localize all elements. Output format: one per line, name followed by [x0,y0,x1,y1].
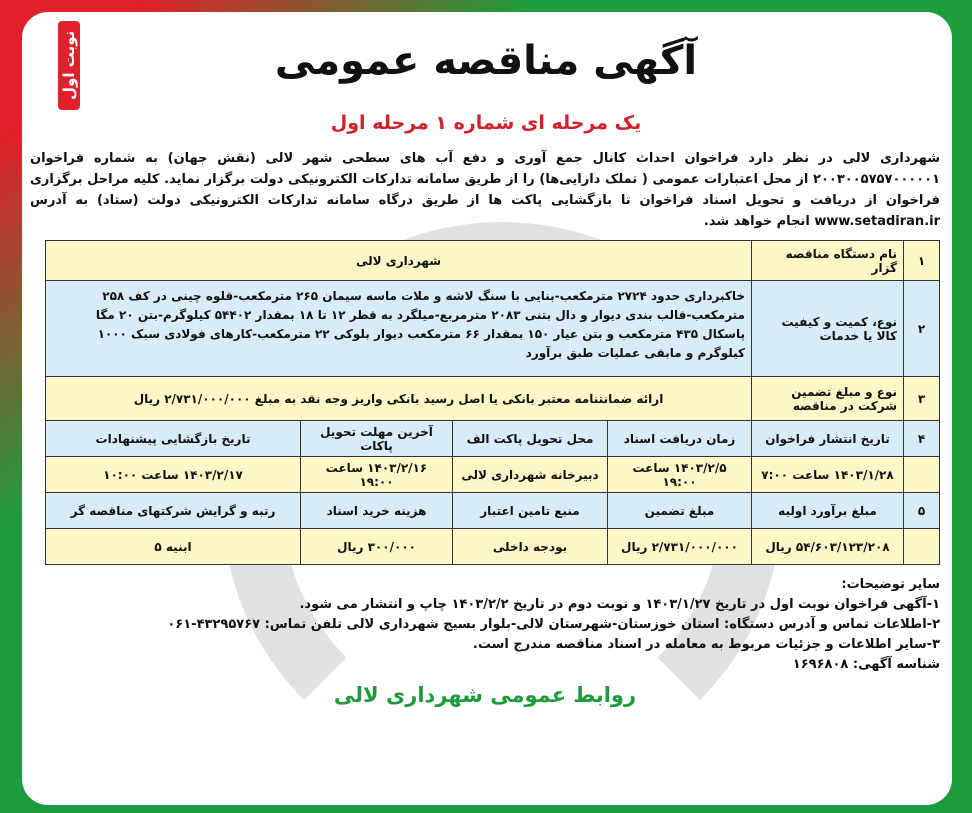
row-value: شهرداری لالی [46,241,752,281]
row-label: نام دستگاه مناقصه گزار [752,241,904,281]
notes-section [30,575,940,675]
value-cell: ۱۴۰۳/۲/۵ ساعت ۱۹:۰۰ [608,457,752,493]
table-row [46,493,940,529]
header-cell: تاریخ بازگشایی پیشنهادات [46,421,301,457]
header-cell: مبلغ برآورد اولیه [752,493,904,529]
table-row [46,529,940,565]
notes-heading: سایر توضیحات: [841,577,940,592]
ad-title: آگهی مناقصه عمومی [274,38,698,84]
table-row [46,241,940,281]
note-item: ۲-اطلاعات تماس و آدرس دستگاه: استان خوزستان-شهرستان لالی-بلوار بسیج شهرداری لالی تلفن تماس: ۴۳۲۹۵۷۶۷-۰۶۱ [167,617,940,632]
row-value: ارائه ضمانتنامه معتبر بانکی یا اصل رسید بانکی واریز وجه نقد به مبلغ ۲/۷۳۱/۰۰۰/۰۰۰ ریال [46,377,752,421]
value-cell: ۱۴۰۳/۲/۱۷ ساعت ۱۰:۰۰ [46,457,301,493]
ad-subtitle: یک مرحله ای شماره ۱ مرحله اول [330,112,642,134]
value-cell: ۲/۷۳۱/۰۰۰/۰۰۰ ریال [608,529,752,565]
empty-cell [904,457,940,493]
table-row [46,377,940,421]
value-cell: ۱۴۰۳/۱/۲۸ ساعت ۷:۰۰ [752,457,904,493]
row-label: نوع، کمیت و کیفیت کالا یا خدمات [752,281,904,377]
value-cell: بودجه داخلی [453,529,608,565]
header-cell: تاریخ انتشار فراخوان [752,421,904,457]
intro-paragraph: شهرداری لالی در نظر دارد فراخوان احداث کانال جمع آوری و دفع آب های سطحی شهر لالی (نقش جهان) به شماره فراخوان ۲۰۰۳۰۰۵۷۵۷۰۰۰۰۰۱ از محل اعتبارات عمومی ( تملک دارایی‌ها) را از طریق سامانه تدارکات الکترونیکی دولت برگزار نماید. کلیه مراحل برگزاری فراخوان از دریافت و تحویل اسناد فراخوان تا بازگشایی پاکت ها از طریق درگاه سامانه تدارکات الکترونیکی دولت (ستاد) به آدرس www.setadiran.ir انجام خواهد شد. [30,151,940,229]
ad-id: شناسه آگهی: ۱۶۹۶۸۰۸ [792,657,940,672]
header-cell: منبع تامین اعتبار [453,493,608,529]
note-item: ۳-سایر اطلاعات و جزئیات مربوط به معامله در اسناد مناقصه مندرج است. [472,637,940,652]
header-cell: رتبه و گرایش شرکتهای مناقصه گر [46,493,301,529]
row-number: ۵ [904,493,940,529]
row-number: ۲ [904,281,940,377]
value-cell: ۱۴۰۳/۲/۱۶ ساعت ۱۹:۰۰ [301,457,453,493]
signature: روابط عمومی شهرداری لالی [333,683,637,707]
table-row [46,421,940,457]
publication-round-badge: نوبت اول [58,21,80,110]
row-value: خاکبرداری حدود ۲۷۲۴ مترمکعب-بنایی با سنگ لاشه و ملات ماسه سیمان ۲۶۵ مترمکعب-قلوه چینی در کف ۲۵۸ مترمکعب-قالب بندی دیوار و دال بتنی ۲۰۸۳ مترمربع-میلگرد به قطر ۱۲ تا ۱۸ بمقدار ۵۴۴۰۲ کیلوگرم-بتن ۲۰ مگا پاسکال ۴۳۵ مترمکعب و بتن عیار ۱۵۰ بمقدار ۶۶ مترمکعب دیوار بلوکی ۲۲ مترمکعب-کارهای فولادی سبک ۱۰۰۰ کیلوگرم و مابقی عملیات طبق برآورد [46,281,752,377]
value-cell: ۳۰۰/۰۰۰ ریال [301,529,453,565]
table-row [46,457,940,493]
row-number: ۱ [904,241,940,281]
row-number: ۴ [904,421,940,457]
header-cell: هزینه خرید اسناد [301,493,453,529]
tender-table [45,240,940,565]
header-cell: محل تحویل پاکت الف [453,421,608,457]
note-item: ۱-آگهی فراخوان نوبت اول در تاریخ ۱۴۰۳/۱/۲۷ و نوبت دوم در تاریخ ۱۴۰۳/۲/۲ چاپ و انتشار می شود. [299,597,940,612]
header-cell: مبلغ تضمین [608,493,752,529]
value-cell: ۵۴/۶۰۳/۱۲۳/۲۰۸ ریال [752,529,904,565]
row-label: نوع و مبلغ تضمین شرکت در مناقصه [752,377,904,421]
header-cell: آخرین مهلت تحویل پاکات [301,421,453,457]
empty-cell [904,529,940,565]
ad-body [30,148,940,707]
value-cell: ابنیه ۵ [46,529,301,565]
header-cell: زمان دریافت اسناد [608,421,752,457]
table-row [46,281,940,377]
row-number: ۳ [904,377,940,421]
value-cell: دبیرخانه شهرداری لالی [453,457,608,493]
